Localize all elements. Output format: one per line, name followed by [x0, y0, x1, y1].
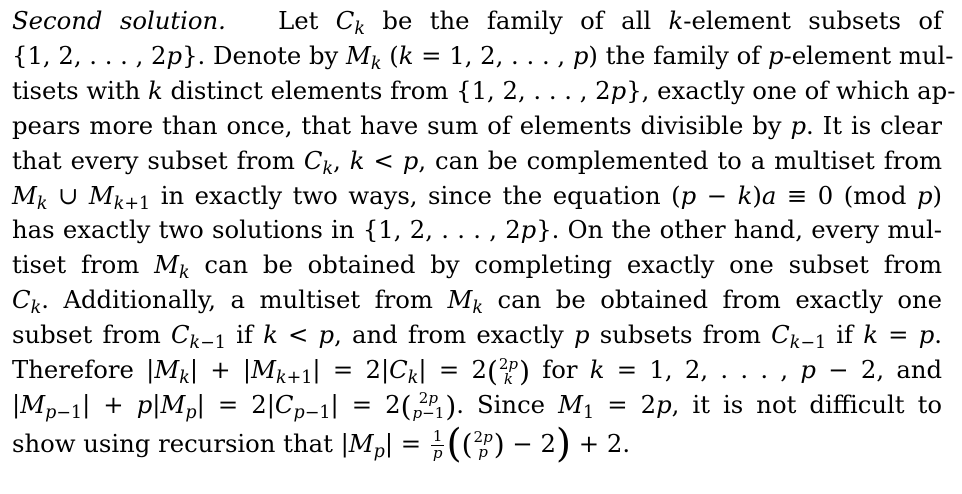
binomial-2p-k: ( 2p k ) — [486, 354, 530, 388]
text-line-3: tisets with k distinct elements from {1, 2, . . . , 2p}, exactly one of which ap- — [12, 75, 956, 105]
text-line-11: Therefore $|M_k| + |M_{k+1}| = 2|C_k| = 2$ ( 2p k ) for k = 1, 2, . . . , p − 2, and — [12, 354, 943, 388]
text-line-6: $M_k$ ∪ $M_{k+1}$ in exactly two ways, since the equation (p − k)a ≡ 0 (mod p) — [12, 180, 942, 214]
solution-heading: Second solution. — [12, 6, 226, 35]
fraction-one-over-p: $\frac{1}{p}$ — [432, 427, 443, 462]
text-line-2: {1, 2, . . . , 2p}. Denote by $M_k$ (k = 1, 2, . . . , p) the family of p-element mul- — [12, 40, 954, 74]
text-line-7: has exactly two solutions in {1, 2, . . . , 2p}. On the other hand, every mul- — [12, 215, 942, 245]
solution-paragraph — [12, 4, 956, 467]
text-line-9: $C_k$. Additionally, a multiset from $M_k$ can be obtained from exactly one — [12, 285, 942, 319]
text-line-8: tiset from $M_k$ can be obtained by completing exactly one subset from — [12, 250, 942, 284]
binomial-2p-p: ( 2p p ) — [461, 428, 505, 462]
text-line-12: $|M_{p-1}| + p|M_p| = 2|C_{p-1}| = 2$ ( 2p p−1 ) . Since $M_1 = 2p$, it is not difficult to — [12, 389, 942, 423]
text-line-1: Second solution. Let $C_k$ be the family of all k-element subsets of — [12, 6, 943, 39]
binomial-2p-p-minus-1: ( 2p p−1 ) — [400, 389, 457, 423]
text-line-4: pears more than once, that have sum of elements divisible by p. It is clear — [12, 110, 942, 140]
text-line-10: subset from $C_{k-1}$ if k < p, and from exactly p subsets from $C_{k-1}$ if k = p. — [12, 320, 942, 354]
text-line-5: that every subset from $C_k$, k < p, can be complemented to a multiset from — [12, 145, 942, 179]
text-line-13: show using recursion that $|M_p|$ = $\frac{1}{p}$ ( ( 2p p ) − 2) + 2. — [12, 421, 631, 467]
